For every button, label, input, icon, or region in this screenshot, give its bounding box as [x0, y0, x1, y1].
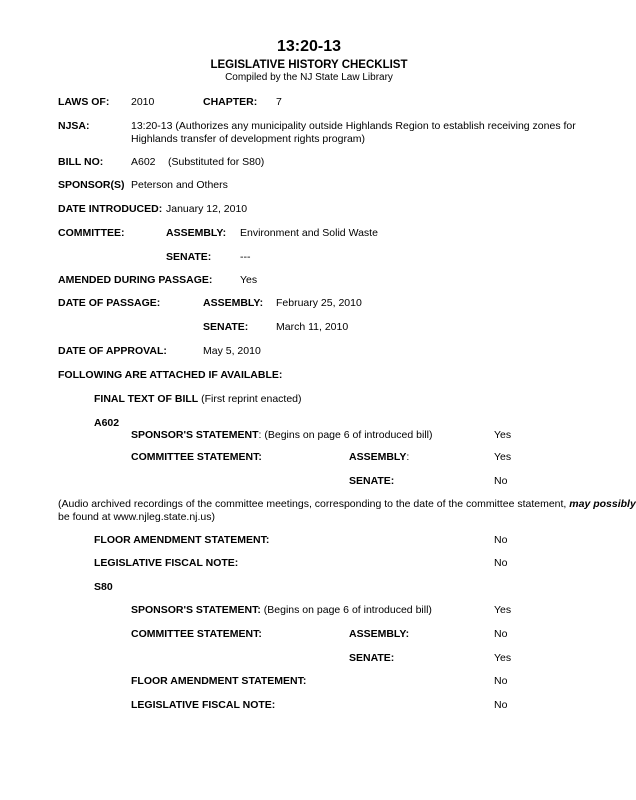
sponsors-value: Peterson and Others — [131, 179, 228, 191]
approval-value: May 5, 2010 — [203, 345, 261, 357]
a602-assembly-row — [349, 451, 409, 464]
s80-assembly-label: ASSEMBLY: — [349, 628, 410, 640]
a602-heading: A602 — [94, 417, 120, 429]
sponsors-label: SPONSOR(S) — [58, 179, 125, 191]
committee-label: COMMITTEE: — [58, 227, 125, 239]
a602-sponsor-row — [131, 429, 433, 442]
s80-floor-value: No — [494, 675, 508, 687]
a602-assembly-label: ASSEMBLY — [349, 451, 407, 463]
bill-no-label: BILL NO: — [58, 156, 104, 168]
s80-sponsor-row — [131, 604, 432, 617]
final-text-label: FINAL TEXT OF BILL — [94, 393, 199, 405]
a602-sponsor-note: : (Begins on page 6 of introduced bill) — [258, 429, 433, 441]
passage-senate-label: SENATE: — [203, 321, 249, 333]
s80-senate-value: Yes — [494, 652, 512, 664]
approval-label: DATE OF APPROVAL: — [58, 345, 167, 357]
s80-assembly-value: No — [494, 628, 508, 640]
committee-assembly-value: Environment and Solid Waste — [240, 227, 378, 239]
a602-senate-label: SENATE: — [349, 475, 395, 487]
fiscal-note-label: LEGISLATIVE FISCAL NOTE: — [94, 557, 239, 569]
chapter-label: CHAPTER: — [203, 96, 258, 108]
s80-fiscal-label: LEGISLATIVE FISCAL NOTE: — [131, 699, 276, 711]
laws-of-value: 2010 — [131, 96, 155, 108]
audio-note-text-before: (Audio archived recordings of the committee meetings, corresponding to the date of the committee statement, — [58, 498, 570, 510]
a602-committee-label: COMMITTEE STATEMENT: — [131, 451, 262, 463]
date-introduced-value: January 12, 2010 — [166, 203, 248, 215]
s80-senate-label: SENATE: — [349, 652, 395, 664]
date-introduced-label: DATE INTRODUCED: — [58, 203, 163, 215]
a602-sponsor-label: SPONSOR'S STATEMENT — [131, 429, 259, 441]
s80-heading: S80 — [94, 581, 113, 593]
audio-note-line-2: be found at www.njleg.state.nj.us) — [58, 511, 216, 523]
chapter-value: 7 — [276, 96, 282, 108]
passage-senate-value: March 11, 2010 — [276, 321, 349, 333]
amended-label: AMENDED DURING PASSAGE: — [58, 274, 213, 286]
passage-assembly-label: ASSEMBLY: — [203, 297, 264, 309]
audio-note-line-1 — [58, 498, 636, 511]
compiled-by: Compiled by the NJ State Law Library — [225, 72, 393, 83]
a602-sponsor-value: Yes — [494, 429, 512, 441]
attached-heading: FOLLOWING ARE ATTACHED IF AVAILABLE: — [58, 369, 283, 381]
bill-no-value: A602 — [131, 156, 156, 168]
s80-sponsor-label: SPONSOR'S STATEMENT: — [131, 604, 261, 616]
fiscal-note-value: No — [494, 557, 508, 569]
final-text-row — [94, 393, 302, 406]
committee-senate-value: --- — [240, 251, 251, 263]
s80-sponsor-note: (Begins on page 6 of introduced bill) — [260, 604, 432, 616]
a602-assembly-colon: : — [406, 451, 410, 463]
page-title: 13:20-13 — [276, 38, 342, 55]
s80-sponsor-value: Yes — [494, 604, 512, 616]
committee-assembly-label: ASSEMBLY: — [166, 227, 227, 239]
s80-floor-label: FLOOR AMENDMENT STATEMENT: — [131, 675, 307, 687]
committee-senate-label: SENATE: — [166, 251, 212, 263]
s80-committee-label: COMMITTEE STATEMENT: — [131, 628, 262, 640]
passage-assembly-value: February 25, 2010 — [276, 297, 362, 309]
amended-value: Yes — [240, 274, 258, 286]
njsa-label: NJSA: — [58, 120, 90, 132]
audio-note-emphasis: may possibly — [569, 498, 636, 510]
final-text-note: (First reprint enacted) — [201, 393, 302, 405]
bill-no-note: (Substituted for S80) — [168, 156, 265, 168]
page-subtitle: LEGISLATIVE HISTORY CHECKLIST — [210, 59, 408, 71]
njsa-value: 13:20-13 (Authorizes any municipality outside Highlands Region to establish receiving zones for Highlands transfer of development rights program) — [131, 120, 576, 145]
laws-of-label: LAWS OF: — [58, 96, 110, 108]
floor-amendment-label: FLOOR AMENDMENT STATEMENT: — [94, 534, 270, 546]
floor-amendment-value: No — [494, 534, 508, 546]
a602-senate-value: No — [494, 475, 508, 487]
s80-fiscal-value: No — [494, 699, 508, 711]
passage-label: DATE OF PASSAGE: — [58, 297, 161, 309]
a602-assembly-value: Yes — [494, 451, 512, 463]
